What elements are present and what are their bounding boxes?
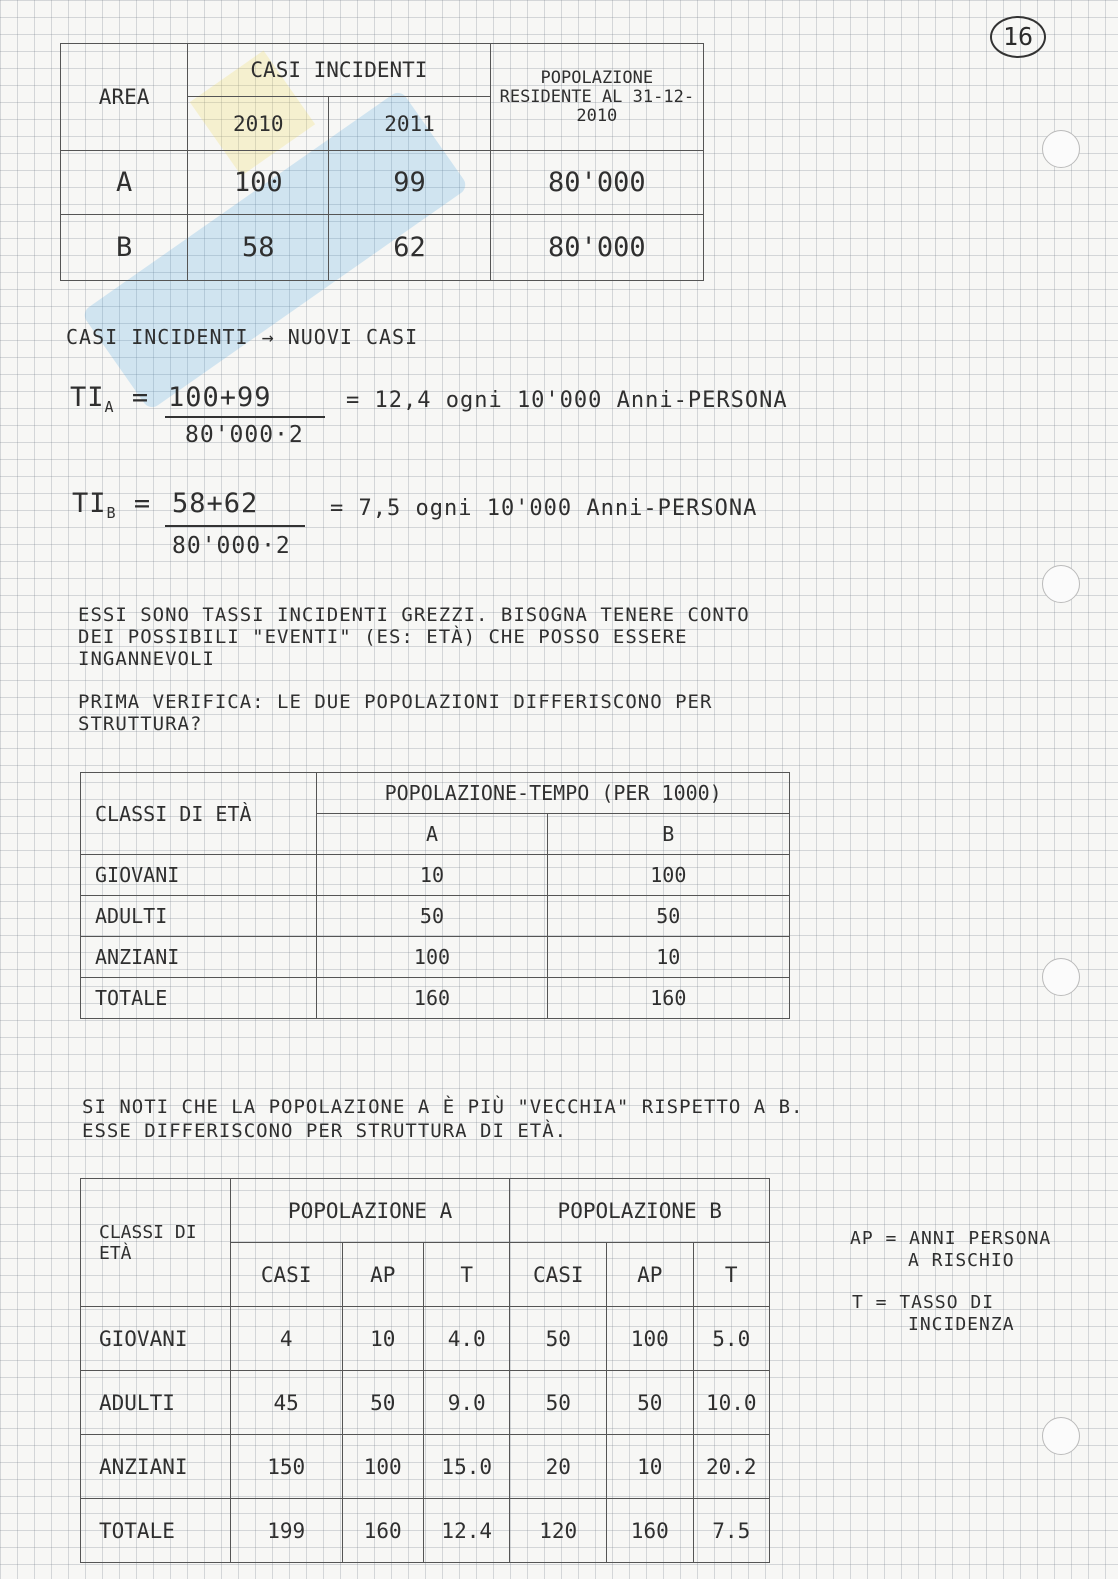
age-structure-table (80, 772, 790, 1019)
t-header: T (693, 1243, 769, 1307)
t-header: T (423, 1243, 510, 1307)
paragraph-line: DEI POSSIBILI "EVENTI" (ES: ETÀ) CHE POSSO ESSERE (78, 626, 688, 648)
cases-2010-cell: 58 (188, 215, 329, 281)
table-row (81, 1435, 770, 1499)
table-row (81, 855, 790, 896)
value-cell: 100 (607, 1307, 694, 1371)
formula-b-fraction-bar (165, 525, 305, 527)
area-header: AREA (61, 44, 188, 151)
formula-b-numerator: 58+62 (172, 488, 259, 519)
population-a-header: POPOLAZIONE A (230, 1179, 510, 1243)
table-row (61, 215, 704, 281)
table-row (81, 937, 790, 978)
value-cell: 20.2 (693, 1435, 769, 1499)
table-row (81, 1307, 770, 1371)
value-cell: 20 (510, 1435, 607, 1499)
legend-ap-line: A RISCHIO (908, 1250, 1015, 1271)
value-cell: 50 (510, 1371, 607, 1435)
value-cell: 45 (230, 1371, 342, 1435)
table-row (61, 151, 704, 215)
area-cell: A (61, 151, 188, 215)
age-class-cell: ANZIANI (81, 937, 317, 978)
age-class-cell: ANZIANI (81, 1435, 231, 1499)
page-number: 16 (990, 16, 1046, 58)
binder-hole (1042, 130, 1080, 168)
value-cell: 7.5 (693, 1499, 769, 1563)
ap-header: AP (607, 1243, 694, 1307)
value-cell: 4.0 (423, 1307, 510, 1371)
value-b-cell: 160 (547, 978, 789, 1019)
paragraph-line: INGANNEVOLI (78, 648, 215, 670)
value-b-cell: 50 (547, 896, 789, 937)
value-a-cell: 10 (317, 855, 547, 896)
value-cell: 160 (607, 1499, 694, 1563)
column-b-header: B (547, 814, 789, 855)
paragraph-line: PRIMA VERIFICA: LE DUE POPOLAZIONI DIFFERISCONO PER (78, 691, 713, 713)
year-2011-header: 2011 (329, 97, 490, 151)
formula-b-denominator: 80'000·2 (172, 533, 291, 559)
value-a-cell: 160 (317, 978, 547, 1019)
formula-a-denominator: 80'000·2 (185, 422, 304, 448)
paragraph-line: ESSI SONO TASSI INCIDENTI GREZZI. BISOGNA TENERE CONTO (78, 604, 750, 626)
table-row (81, 1499, 770, 1563)
paragraph-line: SI NOTI CHE LA POPOLAZIONE A È PIÙ "VECCHIA" RISPETTO A B. (82, 1096, 804, 1118)
population-b-header: POPOLAZIONE B (510, 1179, 770, 1243)
age-class-cell: GIOVANI (81, 855, 317, 896)
cases-2011-cell: 62 (329, 215, 490, 281)
age-class-cell: GIOVANI (81, 1307, 231, 1371)
age-class-header: CLASSI DI ETÀ (81, 773, 317, 855)
value-cell: 50 (342, 1371, 423, 1435)
legend-ap-line: AP = ANNI PERSONA (850, 1228, 1052, 1249)
value-cell: 150 (230, 1435, 342, 1499)
value-cell: 12.4 (423, 1499, 510, 1563)
legend-t-line: T = TASSO DI (852, 1292, 995, 1313)
value-cell: 15.0 (423, 1435, 510, 1499)
value-cell: 5.0 (693, 1307, 769, 1371)
value-cell: 50 (607, 1371, 694, 1435)
casi-header: CASI (510, 1243, 607, 1307)
year-2010-header: 2010 (188, 97, 329, 151)
cases-note: CASI INCIDENTI → NUOVI CASI (66, 325, 419, 349)
age-class-cell: TOTALE (81, 978, 317, 1019)
value-cell: 160 (342, 1499, 423, 1563)
incident-cases-table (60, 43, 704, 281)
value-a-cell: 100 (317, 937, 547, 978)
value-cell: 10 (342, 1307, 423, 1371)
area-cell: B (61, 215, 188, 281)
value-cell: 199 (230, 1499, 342, 1563)
table-row (81, 978, 790, 1019)
value-cell: 10.0 (693, 1371, 769, 1435)
formula-a-numerator: 100+99 (168, 382, 272, 413)
age-class-header: CLASSI DI ETÀ (81, 1179, 231, 1307)
value-cell: 4 (230, 1307, 342, 1371)
formula-a-result: = 12,4 ogni 10'000 Anni-PERSONA (346, 388, 788, 413)
formula-a-label: $TI_A$ = (70, 382, 150, 416)
value-cell: 50 (510, 1307, 607, 1371)
cases-2010-cell: 100 (188, 151, 329, 215)
population-cell: 80'000 (490, 151, 703, 215)
age-class-cell: ADULTI (81, 1371, 231, 1435)
formula-a-fraction-bar (165, 416, 325, 418)
table-row (81, 896, 790, 937)
cases-header: CASI INCIDENTI (188, 44, 490, 97)
population-cell: 80'000 (490, 215, 703, 281)
paragraph-line: ESSE DIFFERISCONO PER STRUTTURA DI ETÀ. (82, 1120, 568, 1142)
binder-hole (1042, 565, 1080, 603)
column-a-header: A (317, 814, 547, 855)
table-row (81, 1371, 770, 1435)
value-a-cell: 50 (317, 896, 547, 937)
value-cell: 9.0 (423, 1371, 510, 1435)
value-cell: 100 (342, 1435, 423, 1499)
value-b-cell: 10 (547, 937, 789, 978)
population-time-header: POPOLAZIONE-TEMPO (PER 1000) (317, 773, 790, 814)
formula-b-label: $TI_B$ = (72, 488, 152, 522)
population-header: POPOLAZIONE RESIDENTE AL 31-12-2010 (490, 44, 703, 151)
ap-header: AP (342, 1243, 423, 1307)
casi-header: CASI (230, 1243, 342, 1307)
incidence-rate-table (80, 1178, 770, 1563)
cases-2011-cell: 99 (329, 151, 490, 215)
legend-t-line: INCIDENZA (908, 1314, 1015, 1335)
age-class-cell: TOTALE (81, 1499, 231, 1563)
paragraph-line: STRUTTURA? (78, 713, 203, 735)
value-cell: 120 (510, 1499, 607, 1563)
value-b-cell: 100 (547, 855, 789, 896)
value-cell: 10 (607, 1435, 694, 1499)
binder-hole (1042, 958, 1080, 996)
binder-hole (1042, 1417, 1080, 1455)
age-class-cell: ADULTI (81, 896, 317, 937)
formula-b-result: = 7,5 ogni 10'000 Anni-PERSONA (330, 496, 758, 521)
